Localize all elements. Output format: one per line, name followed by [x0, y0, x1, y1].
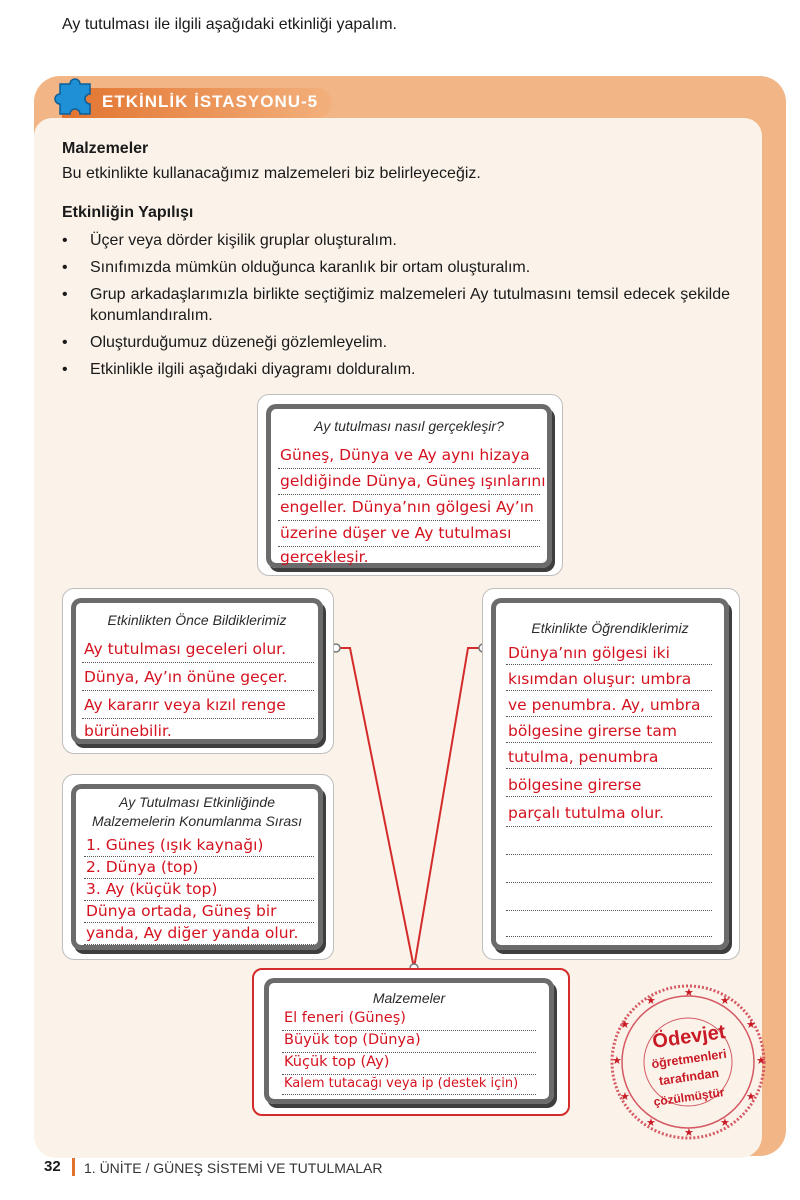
writing-line	[506, 826, 712, 827]
answer-line: Ay tutulması geceleri olur.	[84, 640, 287, 658]
procedure-step: • Sınıfımızda mümkün olduğunca karanlık bir ortam oluşturalım.	[62, 259, 531, 276]
writing-line	[506, 716, 712, 717]
answer-line: geldiğinde Dünya, Güneş ışınlarını	[280, 472, 546, 490]
answer-line: bölgesine girerse	[508, 776, 642, 794]
answer-line: parçalı tutulma olur.	[508, 804, 665, 822]
writing-line	[506, 742, 712, 743]
answer-line: ve penumbra. Ay, umbra	[508, 696, 701, 714]
stamp-text: öğretmenleri	[650, 1046, 728, 1072]
answer-line: 1. Güneş (ışık kaynağı)	[86, 836, 264, 854]
writing-line	[84, 900, 314, 901]
writing-line	[506, 854, 712, 855]
writing-line	[506, 796, 712, 797]
intro-text: Ay tutulması ile ilgili aşağıdaki etkinliği yapalım.	[62, 16, 397, 33]
answer-line: Güneş, Dünya ve Ay aynı hizaya	[280, 446, 530, 464]
procedure-heading: Etkinliğin Yapılışı	[62, 204, 194, 221]
answer-line: Dünya ortada, Güneş bir	[86, 902, 277, 920]
writing-line	[278, 520, 540, 521]
writing-line	[506, 910, 712, 911]
procedure-step: • Etkinlikle ilgili aşağıdaki diyagramı dolduralım.	[62, 361, 416, 378]
svg-text:★: ★	[612, 1054, 622, 1067]
writing-line	[84, 922, 314, 923]
stamp-brand: Ödevjet	[651, 1021, 727, 1054]
procedure-step: • Grup arkadaşlarımızla birlikte seçtiğimiz malzemeleri Ay tutulmasını temsil edecek şekilde konumlandıralım.	[62, 286, 730, 324]
writing-line	[506, 768, 712, 769]
materials-heading: Malzemeler	[62, 140, 149, 157]
answer-line: El feneri (Güneş)	[284, 1010, 406, 1026]
learned-box-title: Etkinlikte Öğrendiklerimiz	[531, 620, 689, 636]
svg-text:★: ★	[620, 1090, 630, 1103]
question-box-title: Ay tutulması nasıl gerçekleşir?	[314, 418, 504, 434]
svg-text:★: ★	[720, 994, 730, 1007]
writing-line	[506, 690, 712, 691]
answer-line: Ay kararır veya kızıl renge	[84, 696, 286, 714]
svg-text:★: ★	[620, 1018, 630, 1031]
svg-text:★: ★	[746, 1018, 756, 1031]
svg-text:★: ★	[646, 1116, 656, 1129]
writing-line	[84, 878, 314, 879]
writing-line	[282, 1052, 536, 1053]
answer-line: tutulma, penumbra	[508, 748, 659, 766]
writing-line	[82, 690, 314, 691]
answer-line: bölgesine girerse tam	[508, 722, 677, 740]
writing-line	[282, 1094, 536, 1095]
order-box-title-1: Ay Tutulması Etkinliğinde	[118, 794, 276, 810]
station-title: ETKİNLİK İSTASYONU-5	[102, 92, 319, 111]
before-box-title: Etkinlikten Önce Bildiklerimiz	[107, 612, 287, 628]
answer-line: 3. Ay (küçük top)	[86, 880, 218, 898]
svg-text:★: ★	[646, 994, 656, 1007]
answer-line: Kalem tutacağı veya ip (destek için)	[284, 1076, 519, 1091]
writing-line	[506, 882, 712, 883]
answer-line: Dünya’nın gölgesi iki	[508, 644, 670, 662]
svg-text:★: ★	[684, 1126, 694, 1139]
answer-line: engeller. Dünya’nın gölgesi Ay’ın	[280, 498, 534, 516]
answer-line: gerçekleşir.	[280, 548, 369, 566]
svg-text:★: ★	[684, 986, 694, 999]
writing-line	[282, 1030, 536, 1031]
writing-line	[84, 944, 314, 945]
writing-line	[82, 662, 314, 663]
puzzle-icon	[54, 72, 98, 116]
writing-line	[278, 468, 540, 469]
answer-line: Küçük top (Ay)	[284, 1054, 390, 1070]
answer-line: üzerine düşer ve Ay tutulması	[280, 524, 512, 542]
footer-unit-title: 1. ÜNİTE / GÜNEŞ SİSTEMİ VE TUTULMALAR	[84, 1160, 383, 1176]
page-number: 32	[44, 1158, 61, 1175]
answer-line: kısımdan oluşur: umbra	[508, 670, 692, 688]
answer-line: bürünebilir.	[84, 722, 172, 740]
materials-box-title: Malzemeler	[372, 990, 446, 1006]
writing-line	[506, 936, 712, 937]
stamp-text: tarafından	[658, 1065, 720, 1089]
materials-text: Bu etkinlikte kullanacağımız malzemeleri biz belirleyeceğiz.	[62, 165, 481, 182]
answer-line: 2. Dünya (top)	[86, 858, 199, 876]
answer-line: Dünya, Ay’ın önüne geçer.	[84, 668, 288, 686]
procedure-step: • Oluşturduğumuz düzeneği gözlemleyelim.	[62, 334, 388, 351]
order-box-title-2: Malzemelerin Konumlanma Sırası	[91, 813, 303, 829]
writing-line	[282, 1074, 536, 1075]
writing-line	[278, 546, 540, 547]
writing-line	[82, 718, 314, 719]
answer-line: Büyük top (Dünya)	[284, 1032, 421, 1048]
svg-text:★: ★	[756, 1054, 766, 1067]
writing-line	[506, 664, 712, 665]
svg-text:★: ★	[746, 1090, 756, 1103]
writing-line	[278, 494, 540, 495]
footer-divider	[72, 1158, 75, 1176]
answer-line: yanda, Ay diğer yanda olur.	[86, 924, 299, 942]
svg-text:★: ★	[720, 1116, 730, 1129]
writing-line	[84, 856, 314, 857]
stamp-text: çözülmüştür	[652, 1085, 726, 1109]
procedure-step: • Üçer veya dörder kişilik gruplar oluşturalım.	[62, 232, 397, 249]
